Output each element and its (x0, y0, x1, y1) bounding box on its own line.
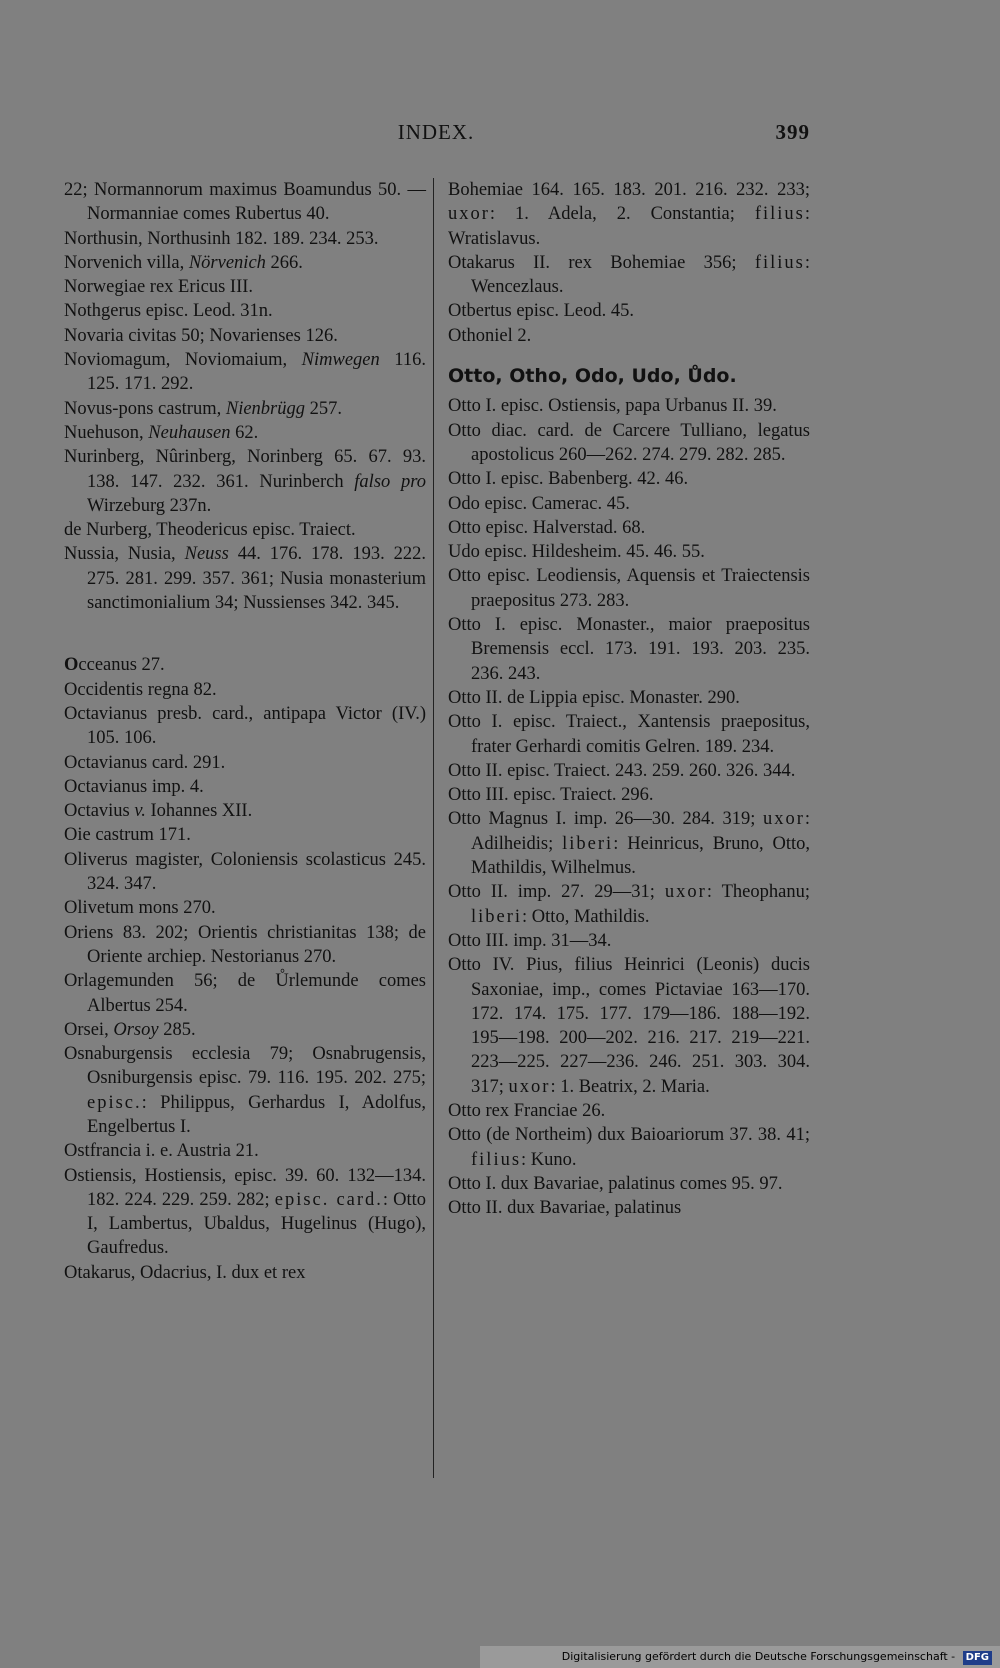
entry-text: Otto II. imp. 27. 29—31; (448, 882, 665, 903)
page-number: 399 (775, 120, 810, 144)
entry-text: Ostfrancia i. e. Austria 21. (64, 1141, 259, 1162)
entry-text: Otto Magnus I. imp. 26—30. 284. 319; (448, 809, 763, 830)
entry-italic-text: Nörvenich (188, 252, 266, 273)
index-entry (64, 921, 426, 970)
entry-text: 116. 125. 171. 292. (87, 350, 426, 395)
index-entry (64, 518, 426, 542)
entry-text: : 1. Adela, 2. Constantia; (489, 204, 755, 225)
entry-italic-text: Neuhausen (148, 422, 231, 443)
running-head (62, 120, 810, 148)
index-entry (64, 178, 426, 227)
entry-text: Norvenich villa, (64, 252, 189, 273)
index-heading: Otto, Otho, Odo, Udo, Ůdo. (448, 365, 737, 388)
entry-text: Novaria civitas 50; Novarienses 126. (64, 325, 338, 346)
entry-text: 44. 176. 178. 193. 222. 275. 281. 299. 357. 361; Nusia monasterium sanctimonialium 34; Nussienses 342. 345. (87, 544, 427, 614)
entry-italic-text: Neuss (184, 544, 229, 565)
entry-text: Othoniel 2. (448, 325, 532, 346)
entry-text: Udo episc. Hildesheim. 45. 46. 55. (448, 542, 705, 563)
section-initial: O (64, 655, 79, 676)
entry-italic-text: Nienbrügg (225, 398, 305, 419)
index-entry (448, 783, 810, 807)
entry-text: Novus-pons castrum, (64, 398, 226, 419)
entry-spaced-text: episc. card. (274, 1189, 383, 1210)
entry-text: : Kuno. (521, 1149, 577, 1170)
index-entry (64, 227, 426, 251)
entry-text: Northusin, Northusinh 182. 189. 234. 253. (64, 228, 379, 249)
entry-italic-text: falso pro (354, 471, 426, 492)
index-entry (448, 394, 810, 418)
entry-text: Occidentis regna 82. (64, 679, 217, 700)
index-entry (448, 540, 810, 564)
entry-text: 266. (265, 252, 303, 273)
entry-text: Otto diac. card. de Carcere Tulliano, legatus apostolicus 260—262. 274. 279. 282. 285. (448, 420, 810, 465)
index-entry (64, 1139, 426, 1163)
entry-spaced-text: liberi (471, 906, 523, 927)
entry-text: : Philippus, Gerhardus I, Adolfus, Engelbertus I. (87, 1092, 426, 1137)
entry-text: cceanus 27. (78, 655, 165, 676)
index-entry (64, 848, 426, 897)
entry-text: Otto episc. Leodiensis, Aquensis et Traiectensis praepositus 273. 283. (448, 566, 810, 611)
entry-text: Otto (de Northeim) dux Baioariorum 37. 38. 41; (448, 1125, 810, 1146)
entry-text: Nurinberg, Nûrinberg, Norinberg 65. 67. 93. 138. 147. 232. 361. Nurinberch (64, 447, 426, 492)
index-entry (448, 492, 810, 516)
entry-text: Odo episc. Camerac. 45. (448, 493, 630, 514)
index-entry (64, 653, 426, 677)
entry-text: Otakarus, Odacrius, I. dux et rex (64, 1262, 306, 1283)
entry-spaced-text: uxor (664, 882, 707, 903)
index-entry (448, 1172, 810, 1196)
section-gap (64, 615, 426, 653)
entry-text: Otto II. de Lippia episc. Monaster. 290. (448, 687, 740, 708)
entry-spaced-text: uxor (508, 1076, 551, 1097)
index-entry (64, 678, 426, 702)
index-entry (448, 929, 810, 953)
entry-text: : Heinricus, Bruno, Otto, Mathildis, Wilhelmus. (471, 833, 810, 879)
entry-text: Otto episc. Halverstad. 68. (448, 517, 646, 538)
index-entry (64, 1164, 426, 1261)
index-entry (448, 467, 810, 491)
entry-italic-text: Nimwegen (301, 350, 380, 371)
index-entry (64, 799, 426, 823)
entry-text: : Wratislavus. (448, 204, 810, 249)
index-entry (64, 421, 426, 445)
index-entry (64, 1018, 426, 1042)
entry-text: Oliverus magister, Coloniensis scolasticus 245. 324. 347. (64, 849, 426, 895)
index-entry (448, 759, 810, 783)
page-title: INDEX. (397, 120, 475, 144)
entry-text: Otbertus episc. Leod. 45. (448, 301, 634, 322)
entry-text: Oie castrum 171. (64, 825, 191, 846)
entry-spaced-text: uxor (448, 204, 490, 225)
entry-text: Olivetum mons 270. (64, 898, 216, 919)
index-entry (448, 686, 810, 710)
entry-text: Octavianus imp. 4. (64, 776, 204, 797)
index-entry (64, 348, 426, 397)
entry-text: Otto I. episc. Babenberg. 42. 46. (448, 469, 689, 490)
entry-text: 257. (305, 398, 342, 419)
entry-spaced-text: episc. (87, 1092, 142, 1113)
entry-text: Otto II. dux Bavariae, palatinus (448, 1198, 682, 1219)
entry-text: Norwegiae rex Ericus III. (64, 277, 254, 298)
index-entry (448, 880, 810, 929)
entry-text: : 1. Beatrix, 2. Maria. (550, 1076, 710, 1097)
index-entry (448, 324, 810, 348)
index-entry (448, 564, 810, 613)
entry-text: Otakarus II. rex Bohemiae 356; (448, 252, 755, 273)
index-entry (64, 969, 426, 1018)
entry-text: Bohemiae 164. 165. 183. 201. 216. 232. 233; (448, 180, 810, 200)
entry-italic-text: v. (134, 801, 146, 822)
entry-text: 22; Normannorum maximus Boamundus 50. — Normanniae comes Rubertus 40. (64, 180, 426, 225)
index-entry (64, 751, 426, 775)
index-entry (64, 275, 426, 299)
index-entry (448, 299, 810, 323)
index-entry (448, 613, 810, 686)
entry-text: 285. (158, 1019, 196, 1040)
entry-text: Noviomagum, Noviomaium, (64, 350, 302, 371)
index-entry (448, 1099, 810, 1123)
index-column-left (64, 178, 426, 1285)
index-entry (64, 1261, 426, 1285)
entry-text: Otto II. episc. Traiect. 243. 259. 260. 326. 344. (448, 760, 796, 781)
index-entry (64, 1042, 426, 1139)
index-entry (64, 702, 426, 751)
entry-text: : Otto I, Lambertus, Ubaldus, Hugelinus (Hugo), Gaufredus. (87, 1189, 427, 1259)
index-entry (448, 1196, 810, 1220)
entry-text: Osnaburgensis ecclesia 79; Osnabrugensis, Osniburgensis episc. 79. 116. 195. 202. 275; (64, 1044, 426, 1089)
entry-text: Otto III. imp. 31—34. (448, 930, 612, 951)
entry-text: Orsei, (64, 1019, 114, 1040)
dfg-footer (480, 1646, 1000, 1668)
index-entry (64, 445, 426, 518)
entry-spaced-text: filius (754, 252, 805, 273)
index-entry (448, 953, 810, 1099)
index-entry (64, 324, 426, 348)
entry-text: : Otto, Mathildis. (522, 906, 650, 927)
entry-text: Nussia, Nusia, (64, 544, 185, 565)
index-entry (448, 178, 810, 251)
entry-text: Iohannes XII. (145, 801, 253, 822)
entry-text: Otto III. episc. Traiect. 296. (448, 785, 654, 806)
entry-spaced-text: uxor (762, 809, 805, 830)
index-entry (64, 775, 426, 799)
index-entry (448, 251, 810, 300)
entry-text: Orlagemunden 56; de Ůrlemunde comes Albertus 254. (64, 971, 426, 1016)
index-column-right (448, 178, 810, 1220)
entry-text: Otto I. episc. Traiect., Xantensis praepositus, frater Gerhardi comitis Gelren. 189. 234. (448, 712, 810, 757)
entry-text: Octavianus card. 291. (64, 752, 226, 773)
footer-text: Digitalisierung gefördert durch die Deutsche Forschungsgemeinschaft - (561, 1650, 956, 1663)
index-entry (64, 823, 426, 847)
index-entry (448, 1123, 810, 1172)
entry-text: : Theophanu; (706, 882, 810, 903)
index-entry (448, 419, 810, 468)
entry-text: Octavius (64, 801, 135, 822)
index-entry (64, 397, 426, 421)
entry-text: Otto I. dux Bavariae, palatinus comes 95. 97. (448, 1173, 783, 1194)
entry-text: : Wencezlaus. (471, 252, 810, 298)
index-entry (448, 516, 810, 540)
entry-text: Ostiensis, Hostiensis, episc. 39. 60. 132—134. 182. 224. 229. 259. 282; (64, 1165, 426, 1210)
entry-text: Oriens 83. 202; Orientis christianitas 138; de Oriente archiep. Nestorianus 270. (64, 922, 426, 967)
entry-italic-text: Orsoy (113, 1019, 159, 1040)
entry-text: : Adilheidis; (471, 809, 810, 854)
entry-text: Otto rex Franciae 26. (448, 1100, 606, 1121)
index-entry (64, 896, 426, 920)
entry-text: 62. (230, 422, 259, 443)
entry-spaced-text: filius (471, 1149, 522, 1170)
entry-text: Nuehuson, (64, 422, 149, 443)
entry-text: Otto I. episc. Monaster., maior praepositus Bremensis eccl. 173. 191. 193. 203. 235. 236. 243. (448, 615, 810, 684)
entry-text: Otto IV. Pius, filius Heinrici (Leonis) ducis Saxoniae, imp., comes Pictaviae 163—170. 172. 174. 175. 177. 179—186. 188—192. 195—198. 200—202. 216. 217. 219—221. 223—225. 227—236. 246. 251. 303. 304. 317; (448, 955, 810, 1097)
entry-text: de Nurberg, Theodericus episc. Traiect. (64, 520, 356, 541)
index-entry (64, 542, 426, 615)
entry-text: Octavianus presb. card., antipapa Victor (IV.) 105. 106. (64, 703, 426, 749)
index-entry (448, 807, 810, 880)
index-entry (64, 299, 426, 323)
entry-text: Otto I. episc. Ostiensis, papa Urbanus II. 39. (448, 396, 777, 417)
column-divider (433, 178, 434, 1478)
entry-text: Wirzeburg 237n. (87, 495, 212, 516)
index-entry (64, 251, 426, 275)
entry-text: Nothgerus episc. Leod. 31n. (64, 301, 273, 322)
entry-spaced-text: liberi (562, 833, 614, 854)
index-entry (448, 710, 810, 759)
entry-spaced-text: filius (754, 204, 805, 225)
dfg-logo: DFG (963, 1651, 992, 1665)
